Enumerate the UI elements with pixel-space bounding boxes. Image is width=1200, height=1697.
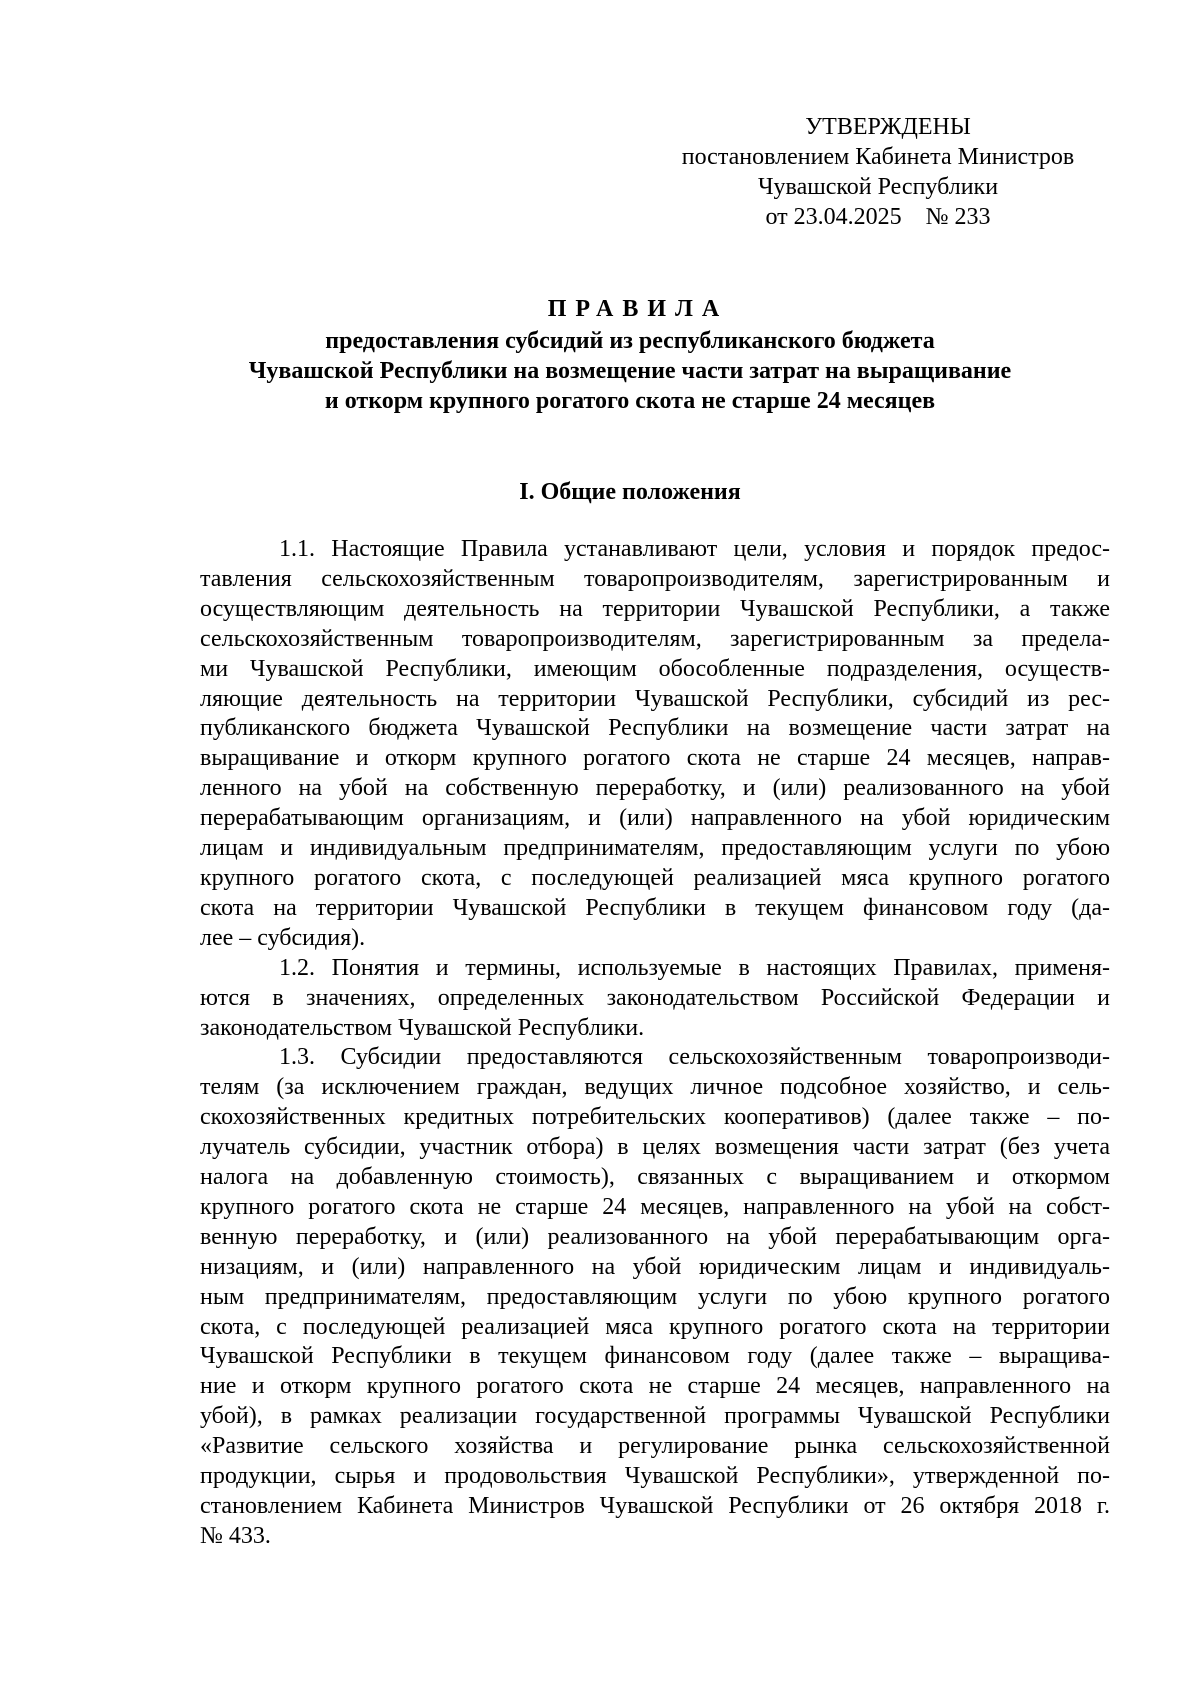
title-line: Чувашской Республики на возмещение части затрат на выращивание	[248, 358, 1012, 384]
paragraph-line: ленного на убой на собственную переработку, и (или) реализованного на убой	[200, 775, 1110, 802]
paragraph-line: ются в значениях, определенных законодательством Российской Федерации и	[200, 984, 1110, 1011]
paragraph-line: лее – субсидия).	[200, 924, 366, 951]
paragraph-line: становлением Кабинета Министров Чувашской Республики от 26 октября 2018 г.	[200, 1493, 1110, 1519]
paragraph-line: низациям, и (или) направленного на убой юридическим лицам и индивидуаль-	[200, 1253, 1110, 1280]
paragraph-line: ным предпринимателям, предоставляющим услуги по убою крупного рогатого	[200, 1283, 1110, 1310]
paragraph-line: венную переработку, и (или) реализованного на убой перерабатывающим орга-	[200, 1223, 1110, 1250]
approval-stamp	[658, 112, 1098, 232]
paragraph-line: налога на добавленную стоимость), связанных с выращиванием и откормом	[200, 1164, 1110, 1191]
paragraph-line: выращивание и откорм крупного рогатого скота не старше 24 месяцев, направ-	[200, 745, 1110, 772]
title-line: и откорм крупного рогатого скота не старше 24 месяцев	[324, 388, 936, 414]
paragraph-line: сельскохозяйственным товаропроизводителям, зарегистрированным за предела-	[200, 625, 1110, 652]
approval-issuer: постановлением Кабинета Министров	[681, 144, 1075, 170]
approval-label: УТВЕРЖДЕНЫ	[805, 114, 971, 140]
paragraph-line: крупного рогатого скота не старше 24 месяцев, направленного на убой на собст-	[200, 1193, 1110, 1220]
paragraph-line: законодательством Чувашской Республики.	[200, 1014, 645, 1041]
paragraph-line: публиканского бюджета Чувашской Республики на возмещение части затрат на	[200, 715, 1110, 742]
paragraph-line: лицам и индивидуальным предпринимателям, предоставляющим услуги по убою	[200, 835, 1110, 862]
paragraph-line: скохозяйственных кредитных потребительских кооперативов) (далее также – по-	[200, 1104, 1110, 1131]
paragraph-line: ние и откорм крупного рогатого скота не старше 24 месяцев, направленного на	[200, 1373, 1110, 1400]
document-type: ПРАВИЛА	[547, 296, 729, 322]
paragraph-line: скота на территории Чувашской Республики в текущем финансовом году (да-	[200, 894, 1110, 921]
document-title	[150, 294, 1110, 416]
paragraph-line: тавления сельскохозяйственным товаропроизводителям, зарегистрированным и	[200, 565, 1110, 592]
paragraph-line: скота, с последующей реализацией мяса крупного рогатого скота на территории	[200, 1313, 1110, 1340]
approval-region: Чувашской Республики	[757, 174, 999, 200]
paragraph-line: телям (за исключением граждан, ведущих личное подсобное хозяйство, и сель-	[200, 1074, 1110, 1101]
title-line: предоставления субсидий из республиканского бюджета	[325, 328, 935, 354]
paragraph-line: осуществляющим деятельность на территории Чувашской Республики, а также	[200, 595, 1110, 622]
paragraph-line: убой), в рамках реализации государственной программы Чувашской Республики	[200, 1403, 1110, 1430]
section-heading: I. Общие положения	[519, 479, 741, 505]
paragraph-line: «Развитие сельского хозяйства и регулирование рынка сельскохозяйственной	[200, 1433, 1110, 1460]
paragraph-line: перерабатывающим организациям, и (или) направленного на убой юридическим	[200, 805, 1110, 832]
paragraph-line: 1.3. Субсидии предоставляются сельскохозяйственным товаропроизводи-	[279, 1044, 1110, 1071]
paragraph-line: продукции, сырья и продовольствия Чувашской Республики», утвержденной по-	[200, 1463, 1110, 1490]
paragraph-line: лучатель субсидии, участник отбора) в целях возмещения части затрат (без учета	[200, 1134, 1110, 1161]
paragraph-line: 1.1. Настоящие Правила устанавливают цели, условия и порядок предос-	[279, 536, 1110, 562]
paragraph-line: крупного рогатого скота, с последующей реализацией мяса крупного рогатого	[200, 864, 1110, 891]
paragraph-line: 1.2. Понятия и термины, используемые в настоящих Правилах, применя-	[279, 954, 1110, 981]
paragraph-line: ляющие деятельность на территории Чувашской Республики, субсидий из рес-	[200, 685, 1110, 712]
approval-date-number: от 23.04.2025 № 233	[765, 204, 991, 230]
paragraph-line: Чувашской Республики в текущем финансовом году (далее также – выращива-	[200, 1343, 1110, 1370]
paragraph-line: № 433.	[200, 1522, 271, 1549]
paragraph-line: ми Чувашской Республики, имеющим обособленные подразделения, осуществ-	[200, 655, 1110, 682]
document-body	[200, 535, 1110, 1552]
